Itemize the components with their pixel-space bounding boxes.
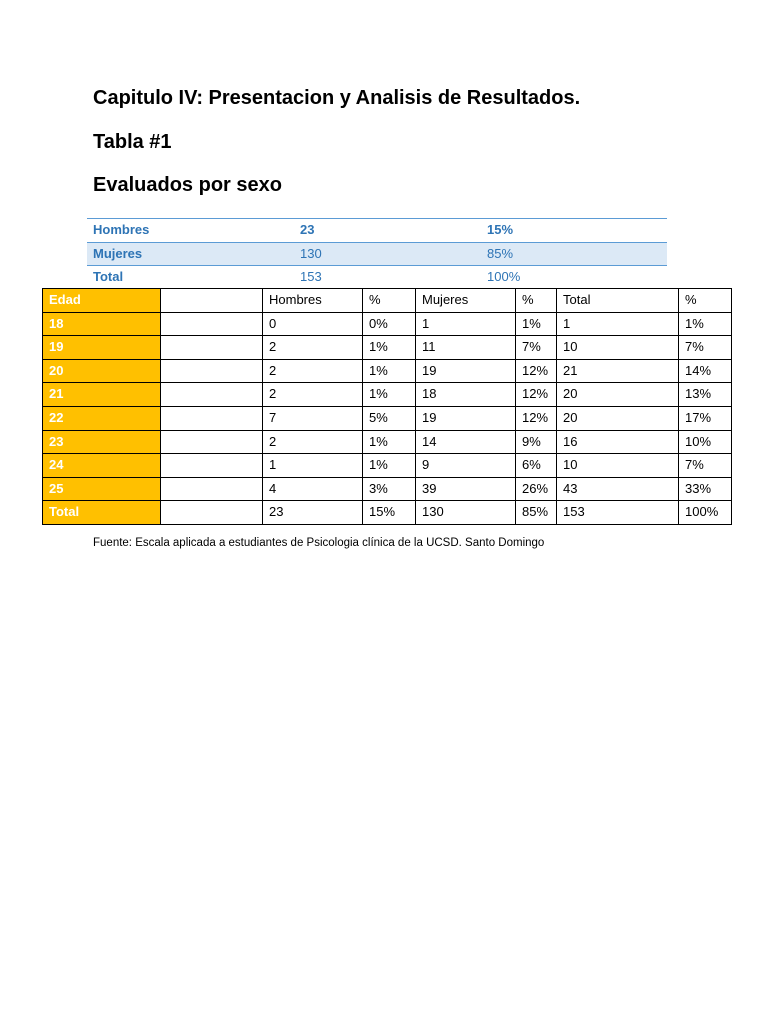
row-men: 2 [263,383,363,407]
row-blank [161,383,263,407]
row-total-percent: 14% [679,359,732,383]
header-women: Mujeres [416,289,516,313]
row-women: 19 [416,359,516,383]
row-total-percent: 17% [679,406,732,430]
table-row [43,359,732,383]
row-women: 19 [416,406,516,430]
row-total: 20 [557,383,679,407]
row-women: 130 [416,501,516,525]
row-men: 23 [263,501,363,525]
summary-label: Total [93,269,124,284]
table-row [43,454,732,478]
row-blank [161,430,263,454]
table-row [43,406,732,430]
row-total: 153 [557,501,679,525]
row-men-percent: 1% [363,336,416,360]
row-blank [161,454,263,478]
row-women: 39 [416,477,516,501]
row-women-percent: 6% [516,454,557,478]
table-row [43,477,732,501]
row-men: 1 [263,454,363,478]
row-men-percent: 1% [363,359,416,383]
summary-row [87,219,667,242]
header-men-percent: % [363,289,416,313]
row-total: 10 [557,336,679,360]
row-men: 2 [263,336,363,360]
row-blank [161,501,263,525]
row-men-percent: 1% [363,454,416,478]
row-age: Total [43,501,161,525]
summary-count: 153 [300,269,322,284]
row-women-percent: 12% [516,406,557,430]
age-distribution-table [42,288,732,525]
table-row [43,336,732,360]
row-total: 16 [557,430,679,454]
row-men: 2 [263,430,363,454]
table-header-row [43,289,732,313]
row-men-percent: 3% [363,477,416,501]
row-age: 21 [43,383,161,407]
row-men-percent: 15% [363,501,416,525]
row-total-percent: 100% [679,501,732,525]
row-women: 11 [416,336,516,360]
header-total-percent: % [679,289,732,313]
row-women-percent: 12% [516,383,557,407]
summary-count: 23 [300,222,315,237]
table-row [43,430,732,454]
row-age: 18 [43,312,161,336]
row-men-percent: 0% [363,312,416,336]
row-women-percent: 12% [516,359,557,383]
row-total-percent: 33% [679,477,732,501]
summary-row [87,242,667,266]
row-age: 19 [43,336,161,360]
row-men: 7 [263,406,363,430]
row-age: 25 [43,477,161,501]
row-age: 20 [43,359,161,383]
row-men-percent: 1% [363,383,416,407]
row-blank [161,477,263,501]
summary-percent: 15% [487,222,514,237]
header-blank [161,289,263,313]
row-age: 24 [43,454,161,478]
chapter-title: Capitulo IV: Presentacion y Analisis de Resultados. [93,87,581,109]
row-women: 18 [416,383,516,407]
table-row [43,383,732,407]
row-women-percent: 1% [516,312,557,336]
row-women-percent: 26% [516,477,557,501]
row-blank [161,312,263,336]
row-total-percent: 7% [679,454,732,478]
row-blank [161,336,263,360]
row-men-percent: 5% [363,406,416,430]
header-women-percent: % [516,289,557,313]
source-note: Fuente: Escala aplicada a estudiantes de Psicologia clínica de la UCSD. Santo Domingo [93,537,545,549]
row-total: 10 [557,454,679,478]
summary-percent: 100% [487,269,521,284]
row-total-percent: 13% [679,383,732,407]
table-label: Tabla #1 [93,131,172,153]
table-row [43,501,732,525]
table-subtitle: Evaluados por sexo [93,174,282,196]
row-women-percent: 85% [516,501,557,525]
table-row [43,312,732,336]
summary-label: Mujeres [93,246,143,261]
sex-summary-table [87,218,667,289]
row-age: 23 [43,430,161,454]
row-blank [161,406,263,430]
header-men: Hombres [263,289,363,313]
row-total-percent: 7% [679,336,732,360]
row-women: 9 [416,454,516,478]
row-women-percent: 7% [516,336,557,360]
row-women-percent: 9% [516,430,557,454]
row-men: 2 [263,359,363,383]
row-men: 0 [263,312,363,336]
header-total: Total [557,289,679,313]
row-women: 1 [416,312,516,336]
row-total: 43 [557,477,679,501]
summary-label: Hombres [93,222,150,237]
summary-count: 130 [300,246,322,261]
row-total: 1 [557,312,679,336]
row-total-percent: 1% [679,312,732,336]
header-age: Edad [43,289,161,313]
row-total: 20 [557,406,679,430]
summary-row [87,266,667,289]
row-women: 14 [416,430,516,454]
row-blank [161,359,263,383]
summary-percent: 85% [487,246,514,261]
row-age: 22 [43,406,161,430]
row-total-percent: 10% [679,430,732,454]
row-total: 21 [557,359,679,383]
row-men: 4 [263,477,363,501]
row-men-percent: 1% [363,430,416,454]
